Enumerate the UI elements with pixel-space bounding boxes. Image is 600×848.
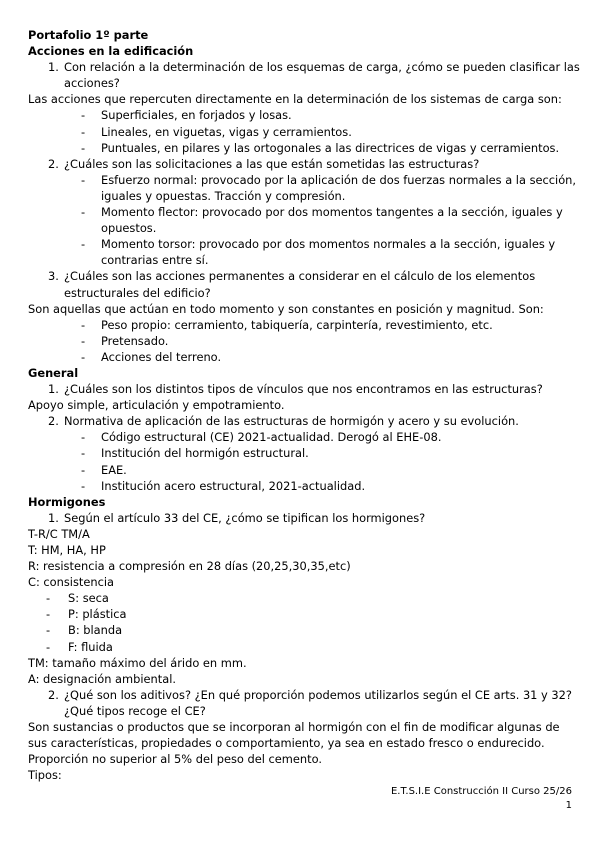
- answer-hormigones-2: Son sustancias o productos que se incorporan al hormigón con el fin de modificar algunas de sus características, propiedades o comportamiento, ya sea en estado fresco o endurecido.: [28, 720, 560, 751]
- question-hormigones-1: 1. Según el artículo 33 del CE, ¿cómo se tipifican los hormigones?: [48, 510, 426, 525]
- answer-general-1: Apoyo simple, articulación y empotramiento.: [28, 398, 285, 413]
- list-item: - Peso propio: cerramiento, tabiquería, carpintería, revestimiento, etc.: [81, 317, 493, 332]
- text-line: Tipos:: [28, 768, 62, 783]
- text-line: C: consistencia: [28, 575, 114, 590]
- text-line: A: designación ambiental.: [28, 671, 176, 686]
- list-item: - Acciones del terreno.: [81, 349, 222, 364]
- question-general-1: 1. ¿Cuáles son los distintos tipos de vínculos que nos encontramos en las estructuras?: [48, 382, 543, 397]
- footer-course: E.T.S.I.E Construcción II Curso 25/26: [390, 786, 572, 797]
- text-line: TM: tamaño máximo del árido en mm.: [28, 655, 247, 670]
- question-hormigones-2: 2. ¿Qué son los aditivos? ¿En qué proporción podemos utilizarlos según el CE arts. 31 y 32?¿Qué tipos recoge el CE?: [48, 687, 572, 718]
- list-item: - Institución acero estructural, 2021-actualidad.: [81, 478, 366, 493]
- question-text: Con relación a la determinación de los esquemas de carga, ¿cómo se pueden clasificar las acciones?: [64, 60, 580, 91]
- question-number: 1.: [48, 60, 59, 75]
- list-item: - Momento torsor: provocado por dos momentos normales a la sección, iguales y contrarias entre sí.: [81, 237, 556, 268]
- list-item: - Código estructural (CE) 2021-actualidad. Derogó al EHE-08.: [81, 430, 442, 445]
- list-item: - EAE.: [81, 462, 127, 477]
- list-item: - Superficiales, en forjados y losas.: [81, 108, 292, 123]
- list-item: - P: plástica: [46, 607, 127, 622]
- list-item: - Esfuerzo normal: provocado por la aplicación de dos fuerzas normales a la sección, iguales y opuestas. Tracción y compresión.: [81, 172, 577, 203]
- answer-acciones-1: Las acciones que repercuten directamente en la determinación de los sistemas de carga son:: [28, 92, 562, 107]
- list-item: - Puntuales, en pilares y las ortogonales a las directrices de vigas y cerramientos.: [81, 140, 560, 155]
- question-acciones-1: [28, 59, 580, 91]
- question-acciones-3: 3. ¿Cuáles son las acciones permanentes a considerar en el cálculo de los elementos estructurales del edificio?: [48, 269, 536, 300]
- list-item: - Pretensado.: [81, 333, 169, 348]
- text-line: T-R/C TM/A: [28, 526, 90, 541]
- text-line: T: HM, HA, HP: [28, 543, 106, 557]
- section-heading-hormigones: Hormigones: [28, 494, 106, 509]
- list-item: - F: fluida: [46, 639, 113, 654]
- question-general-2: 2. Normativa de aplicación de las estructuras de hormigón y acero y su evolución.: [48, 414, 519, 429]
- list-item: - S: seca: [46, 591, 109, 606]
- list-item: - Momento flector: provocado por dos momentos tangentes a la sección, iguales y opuestos.: [81, 205, 563, 236]
- question-acciones-2: 2. ¿Cuáles son las solicitaciones a las que están sometidas las estructuras?: [48, 156, 480, 171]
- list-item: - Lineales, en viguetas, vigas y cerramientos.: [81, 124, 352, 139]
- page-footer: [391, 785, 572, 813]
- page-number: 1: [565, 800, 572, 811]
- list-item: - Institución del hormigón estructural.: [81, 446, 309, 461]
- answer-acciones-3: Son aquellas que actúan en todo momento y son constantes en posición y magnitud. Son:: [28, 301, 544, 316]
- text-line: R: resistencia a compresión en 28 días (20,25,30,35,etc): [28, 559, 351, 574]
- section-heading-general: General: [28, 365, 79, 380]
- document-page: [28, 27, 580, 783]
- list-item: - B: blanda: [46, 623, 123, 638]
- section-heading-acciones: Acciones en la edificación: [28, 44, 194, 59]
- page-title: Portafolio 1º parte: [28, 28, 149, 42]
- text-line: Proporción no superior al 5% del peso del cemento.: [28, 752, 322, 767]
